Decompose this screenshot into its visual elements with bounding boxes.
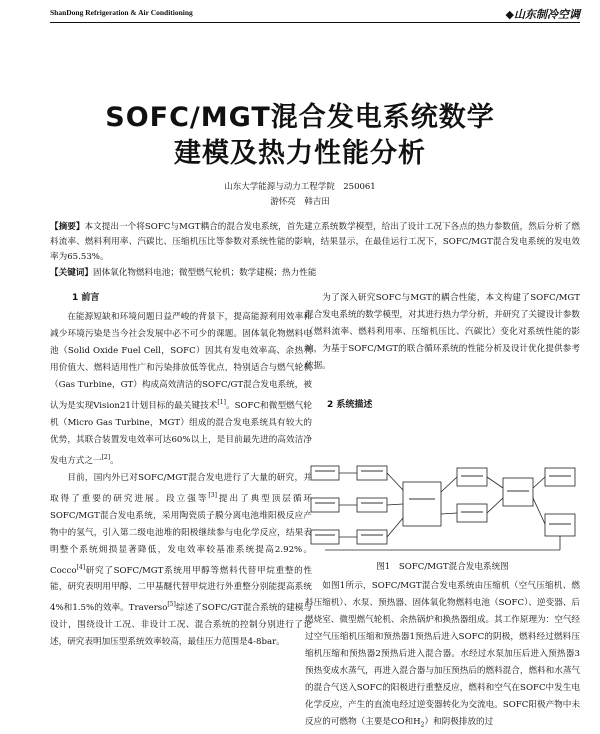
keywords <box>50 266 580 281</box>
abstract <box>50 220 580 265</box>
paper-title-line-2: 建模及热力性能分析 <box>174 138 426 169</box>
subscript-2: 2 <box>420 721 425 729</box>
paragraph-1: 在能源短缺和环境问题日益严峻的背景下，提高能源利用效率和减少环境污染是当今社会发展中必不可少的课题。固体氧化物燃料电池（Solid Oxide Fuel Cell，SOFC）因其有发电效率高、余热利用价值大、燃料适用性广和污染排放低等优点，特别适合与燃气轮机（Gas Turbine，GT）构成高效清洁的SOFC/GT混合发电系统，被认为是实现Vision21计划目标的最关键技术[1]。SOFC和微型燃气轮机（Micro Gas Turbine，MGT）组成的混合发电系统具有较大的优势，其联合装置发电效率可达60%以上，是目前最先进的高效洁净发电方式之一[2]。 <box>50 312 312 466</box>
citation-3: [3] <box>208 491 217 499</box>
diagram-box <box>403 482 441 526</box>
system-diagram-figure <box>305 458 580 556</box>
diagram-box <box>357 530 387 544</box>
figure-caption: 图1 SOFC/MGT混合发电系统图 <box>376 562 509 572</box>
section-1-heading: 1 前言 <box>72 293 100 303</box>
diagram-box <box>357 498 387 512</box>
diagram-box <box>311 466 339 480</box>
journal-name-cn: 山东制冷空调 <box>514 8 580 21</box>
diagram-box <box>311 530 339 544</box>
author-names: 游怀亮 韩吉田 <box>270 197 330 207</box>
keywords-label: 【关键词】 <box>50 268 93 278</box>
abstract-text: 本文提出一个将SOFC与MGT耦合的混合发电系统，首先建立系统数学模型，给出了设计工况下各点的热力参数值，然后分析了燃料流率、燃料利用率、汽碳比、压缩机压比等参数对系统性能的影响，结果显示，在最佳运行工况下，SOFC/MGT混合发电系统的发电效率为65.53%。 <box>50 222 580 262</box>
citation-1: [1] <box>217 399 226 406</box>
paragraph-2: 目前，国内外已对SOFC/MGT混合发电进行了大量的研究，并取得了重要的研究进展。段立强等[3]提出了典型顶层循环SOFC/MGT混合发电系统，采用陶瓷质子膜分离电池堆阳极反应产物中的氢气，引入第二级电池堆的阳极继续参与电化学反应，结果表明整个系统㶲损显著降低，发电效率较基准系统提高2.92%。Cocco[4]研究了SOFC/MGT系统用甲醇等燃料代替甲烷重整的性能，研究表明用甲醇、二甲基醚代替甲烷进行外重整分别能提高系统4%和1.5%的效率。Traverso[5]综述了SOFC/GT混合系统的建模与设计，围绕设计工况、非设计工况、混合系统的控制分别进行了论述，研究表明加压型系统效率较高，最佳压力范围是4-8bar。 <box>50 472 312 648</box>
diagram-box <box>311 498 339 512</box>
citation-2: [2] <box>101 453 111 461</box>
diamond-icon: ◆ <box>505 8 514 21</box>
journal-name-en: ShanDong Refrigeration & Air Conditioning <box>50 8 193 17</box>
journal-name-cn-block <box>506 6 580 22</box>
header-rule <box>50 22 580 23</box>
paragraph-4: 如图1所示，SOFC/MGT混合发电系统由压缩机（空气压缩机、燃料压缩机）、水泵、预热器、固体氧化物燃料电池（SOFC）、逆变器、后燃烧室、微型燃气轮机、余热锅炉和换热器组成。其工作原理为：空气经过空气压缩机压缩和预热器1预热后进入SOFC的阴极，燃料经过燃料压缩机压缩和预热器2预热后进入混合器。水经过水泵加压后进入预热器3预热变成水蒸气，再进入混合器与加压预热后的燃料混合，燃料和水蒸气的混合气送入SOFC的阳极进行重整反应，燃料和空气在SOFC中发生电化学反应，产生的直流电经过逆变器转化为交流电。SOFC阳极产物中未反应的可燃物（主要是CO和$H_2$）和阴极排放的过 <box>305 581 581 729</box>
paragraph-3: 为了深入研究SOFC与MGT的耦合性能，本文构建了SOFC/MGT混合发电系统的数学模型，对其进行热力学分析，并研究了关键设计参数（燃料流率、燃料利用率、压缩机压比、汽碳比）变化对系统性能的影响，为基于SOFC/MGT的联合循环系统的性能分析及设计优化提供参考依据。 <box>305 293 581 371</box>
citation-4: [4] <box>76 563 86 571</box>
diagram-box <box>357 466 387 480</box>
abstract-label: 【摘要】 <box>50 222 85 232</box>
affiliation: 山东大学能源与动力工程学院 250061 <box>224 182 376 192</box>
section-2-heading: 2 系统描述 <box>327 400 373 410</box>
citation-5: [5] <box>167 601 176 609</box>
running-header <box>50 8 580 22</box>
keywords-text: 固体氧化物燃料电池；微型燃气轮机；数学建模；热力性能 <box>92 268 317 278</box>
right-column-bottom <box>305 578 580 734</box>
paper-title-line-1: SOFC/MGT混合发电系统数学 <box>105 102 495 133</box>
left-column <box>50 290 312 651</box>
right-column-top <box>305 290 580 414</box>
